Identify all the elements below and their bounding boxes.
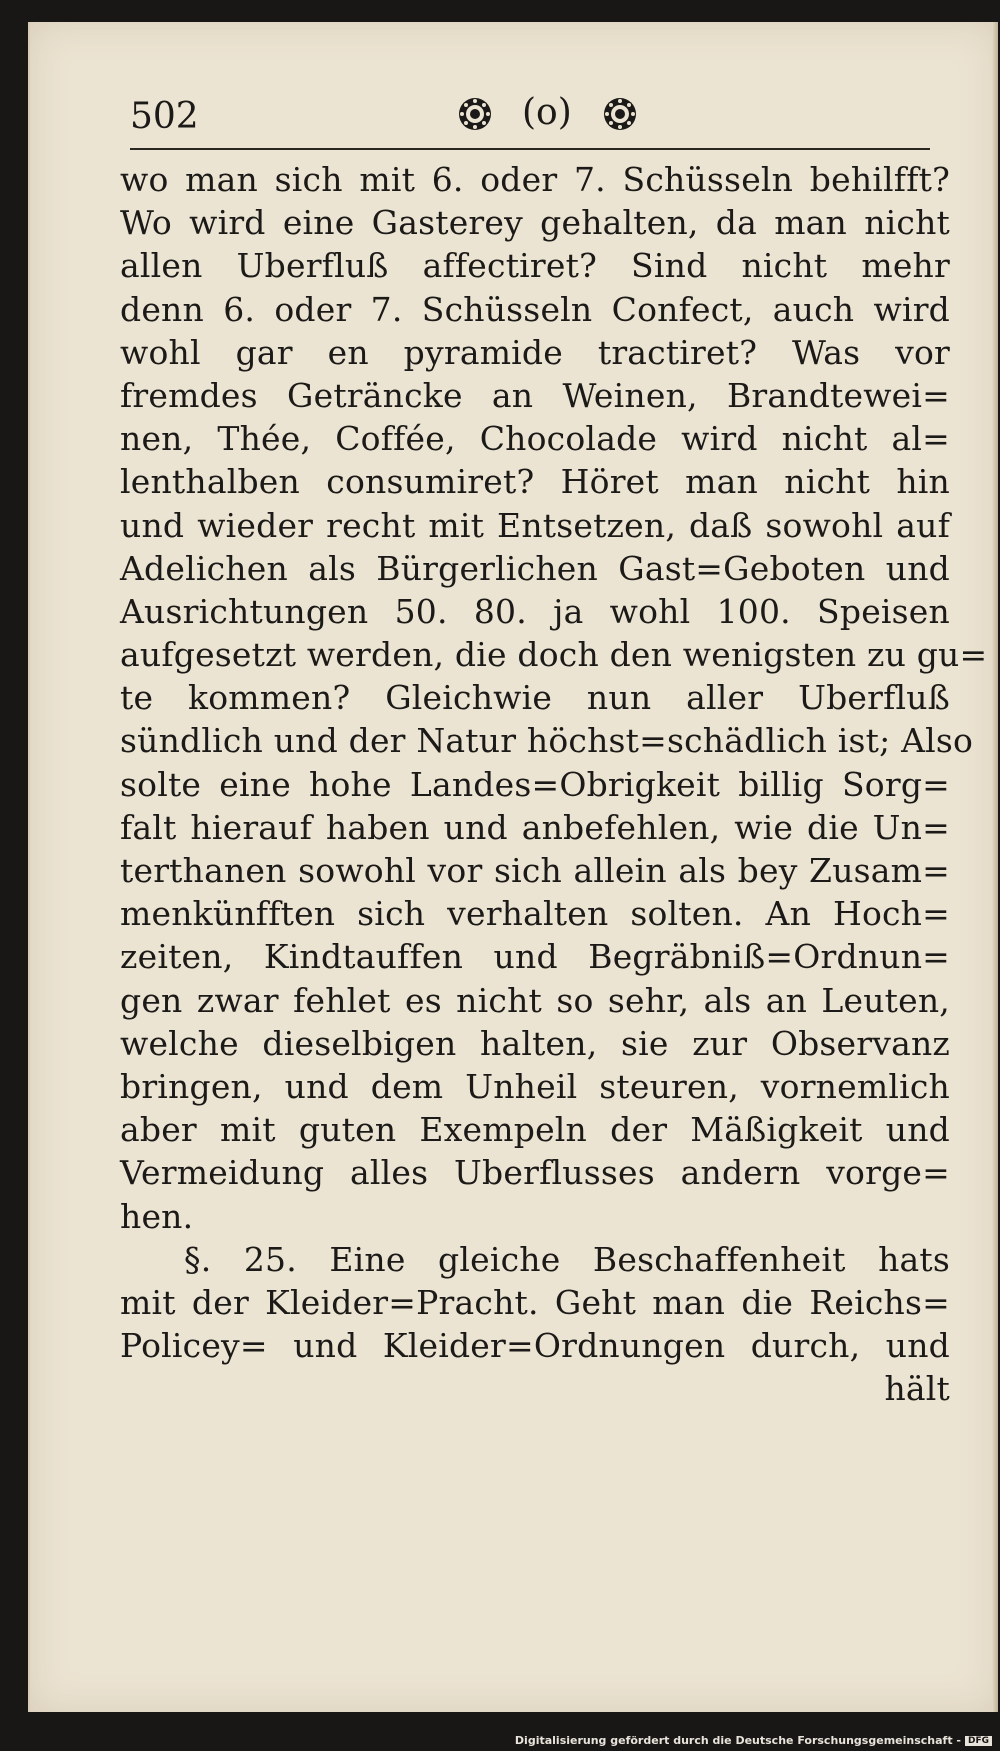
text-line: allen Uberfluß affectiret? Sind nicht mehr: [120, 246, 950, 286]
text-line: hen.: [120, 1196, 194, 1236]
text-line: terthanen sowohl vor sich allein als bey Zusam=: [120, 851, 950, 890]
text-line: wo man sich mit 6. oder 7. Schüsseln behilfft?: [120, 160, 950, 199]
text-line: bringen, und dem Unheil steuren, vornemlich: [120, 1066, 950, 1106]
text-line: lenthalben consumiret? Höret man nicht hin: [120, 462, 950, 502]
text-line: Ausrichtungen 50. 80. ja wohl 100. Speisen: [120, 591, 950, 631]
section-heading-line: §. 25. Eine gleiche Beschaffenheit hats: [184, 1239, 950, 1279]
text-line: denn 6. oder 7. Schüsseln Confect, auch wird: [120, 289, 950, 329]
page-header: [130, 92, 930, 142]
page-number: 502: [130, 96, 199, 137]
text-line: wohl gar en pyramide tractiret? Was vor: [120, 332, 950, 372]
dfg-logo: DFG: [965, 1736, 992, 1746]
credit-text: Digitalisierung gefördert durch die Deutsche Forschungsgemeinschaft -: [514, 1734, 961, 1747]
text-line: menkünfften sich verhalten solten. An Hoch=: [120, 894, 950, 934]
floral-ornament-icon: [455, 94, 495, 134]
text-line: te kommen? Gleichwie nun aller Uberfluß: [120, 678, 950, 718]
text-line: Policey= und Kleider=Ordnungen durch, und: [120, 1326, 950, 1366]
text-line: zeiten, Kindtauffen und Begräbniß=Ordnun=: [120, 937, 950, 977]
text-line: Wo wird eine Gasterey gehalten, da man nicht: [120, 203, 950, 243]
text-line: welche dieselbigen halten, sie zur Observanz: [120, 1023, 950, 1063]
floral-ornament-icon: [600, 94, 640, 134]
page-edge: [992, 22, 998, 1712]
text-line: und wieder recht mit Entsetzen, daß sowohl auf: [120, 505, 950, 545]
catchword: hält: [884, 1369, 950, 1409]
text-line: nen, Thée, Coffée, Chocolade wird nicht al=: [120, 419, 950, 459]
text-line: fremdes Geträncke an Weinen, Brandtewei=: [120, 375, 950, 415]
text-line: aber mit guten Exempeln der Mäßigkeit und: [120, 1110, 950, 1150]
text-line: aufgesetzt werden, die doch den wenigsten zu gu=: [120, 635, 988, 675]
text-line: Vermeidung alles Uberflusses andern vorge=: [120, 1153, 950, 1193]
text-line: mit der Kleider=Pracht. Geht man die Reichs=: [120, 1282, 950, 1322]
body-text: [120, 158, 988, 1410]
text-line: solte eine hohe Landes=Obrigkeit billig Sorg=: [120, 764, 950, 804]
running-head: (o): [522, 92, 572, 133]
header-rule: [130, 148, 930, 150]
digitization-credit: [515, 1734, 992, 1747]
text-line: Adelichen als Bürgerlichen Gast=Geboten und: [120, 548, 950, 588]
text-line: falt hierauf haben und anbefehlen, wie die Un=: [120, 807, 950, 847]
text-line: gen zwar fehlet es nicht so sehr, als an Leuten,: [120, 980, 950, 1020]
text-line: sündlich und der Natur höchst=schädlich ist; Also: [120, 721, 974, 761]
